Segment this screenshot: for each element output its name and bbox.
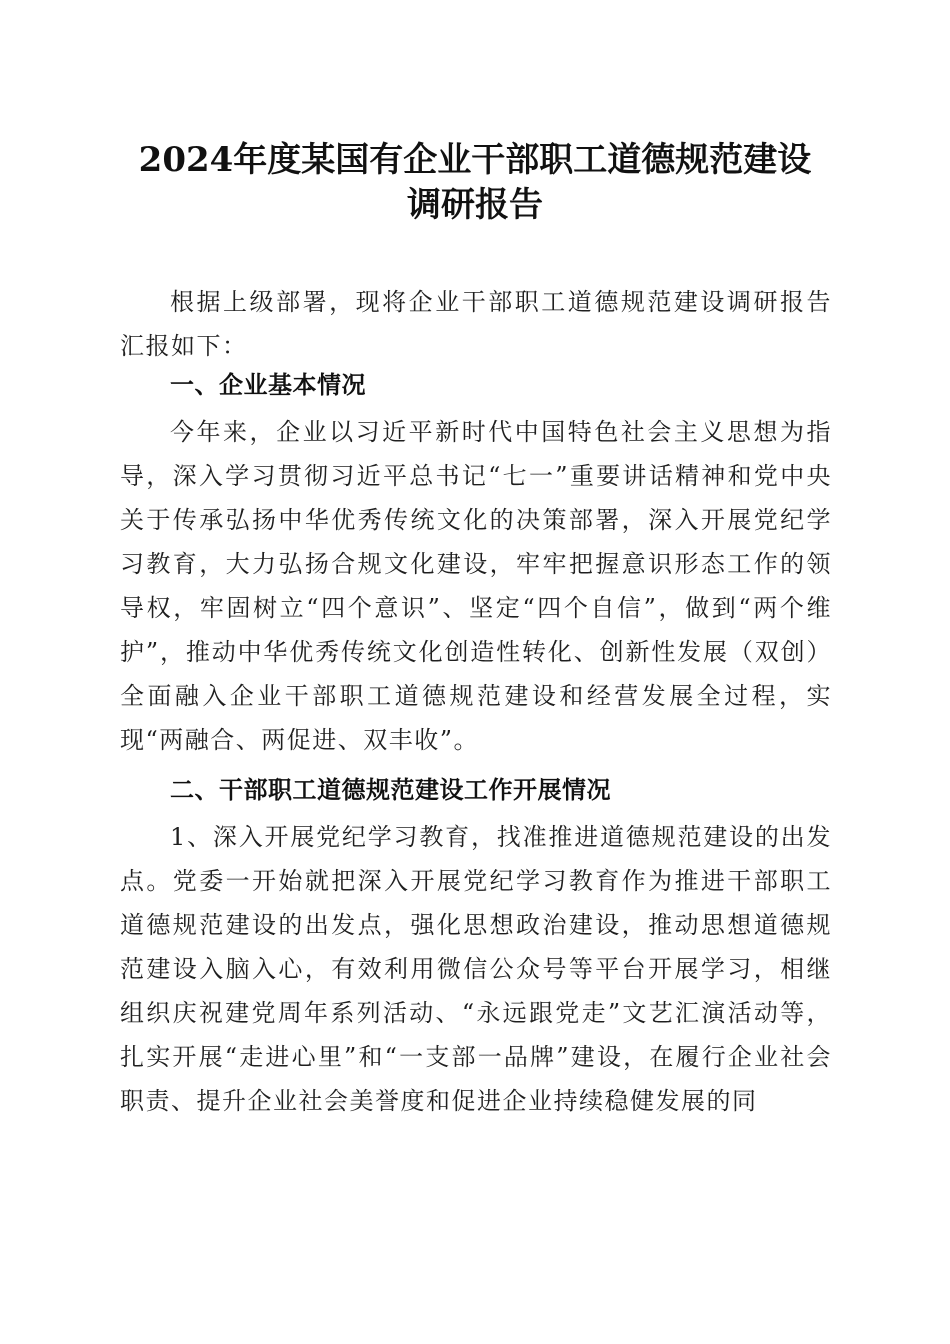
section-2-heading: 二、干部职工道德规范建设工作开展情况 xyxy=(170,776,611,804)
document-title-line-2: 调研报告 xyxy=(407,185,543,225)
document-title-line-1: 2024年度某国有企业干部职工道德规范建设 xyxy=(138,140,812,180)
section-2-paragraph: 1、深入开展党纪学习教育，找准推进道德规范建设的出发点。党委一开始就把深入开展党纪学习教育作为推进干部职工道德规范建设的出发点，强化思想政治建设，推动思想道德规范建设入脑入心，有效利用微信公众号等平台开展学习，相继组织庆祝建党周年系列活动、“永远跟党走”文艺汇演活动等，扎实开展“走进心里”和“一支部一品牌”建设，在履行企业社会职责、提升企业社会美誉度和促进企业持续稳健发展的同 xyxy=(120,823,832,1115)
section-1-paragraph: 今年来，企业以习近平新时代中国特色社会主义思想为指导，深入学习贯彻习近平总书记“七一”重要讲话精神和党中央关于传承弘扬中华优秀传统文化的决策部署，深入开展党纪学习教育，大力弘扬合规文化建设，牢牢把握意识形态工作的领导权，牢固树立“四个意识”、坚定“四个自信”，做到“两个维护”，推动中华优秀传统文化创造性转化、创新性发展（双创）全面融入企业干部职工道德规范建设和经营发展全过程，实现“两融合、两促进、双丰收”。 xyxy=(120,418,832,754)
section-1-heading: 一、企业基本情况 xyxy=(170,371,366,399)
intro-paragraph: 根据上级部署，现将企业干部职工道德规范建设调研报告汇报如下： xyxy=(120,288,832,360)
